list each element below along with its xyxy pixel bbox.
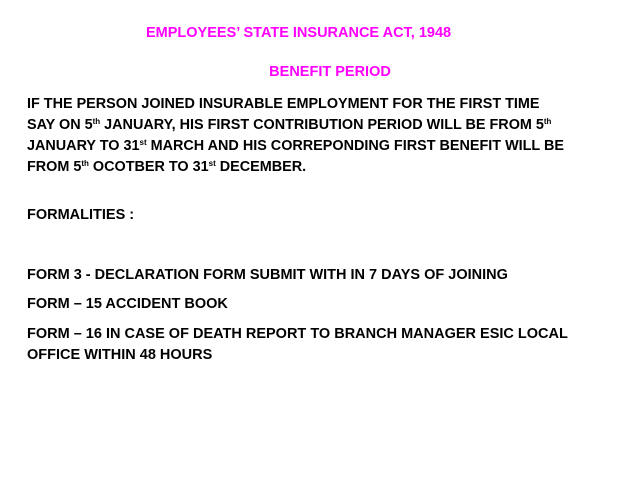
text-fragment: JANUARY, HIS FIRST CONTRIBUTION PERIOD WILL BE FROM 5 [100, 117, 544, 133]
formalities-heading: FORMALITIES : [27, 207, 135, 223]
text-fragment: OCOTBER TO 31 [88, 159, 209, 175]
paragraph-line-2 [27, 115, 633, 136]
form-16-line-2: OFFICE WITHIN 48 HOURS [27, 347, 213, 363]
paragraph-line-4 [27, 157, 633, 178]
text-fragment: SAY ON 5 [27, 117, 93, 133]
text-fragment: MARCH AND HIS CORREPONDING FIRST BENEFIT WILL BE [146, 138, 564, 154]
paragraph-line-3 [27, 136, 633, 157]
form-3-item: FORM 3 - DECLARATION FORM SUBMIT WITH IN 7 DAYS OF JOINING [27, 267, 508, 283]
ordinal-suffix: st [208, 159, 216, 168]
benefit-period-paragraph [27, 94, 633, 178]
ordinal-suffix: th [92, 117, 101, 126]
ordinal-suffix: th [543, 117, 552, 126]
text-fragment: JANUARY TO 31 [27, 138, 140, 154]
form-15-item: FORM – 15 ACCIDENT BOOK [27, 296, 228, 312]
slide-title: EMPLOYEES’ STATE INSURANCE ACT, 1948 [146, 25, 452, 41]
text-fragment: FROM 5 [27, 159, 82, 175]
slide-subtitle: BENEFIT PERIOD [269, 64, 391, 80]
text-fragment: DECEMBER. [215, 159, 307, 175]
paragraph-line-1: IF THE PERSON JOINED INSURABLE EMPLOYMENT FOR THE FIRST TIME [27, 96, 540, 112]
ordinal-suffix: th [81, 159, 89, 168]
ordinal-suffix: st [139, 138, 147, 147]
form-16-item [27, 324, 568, 366]
form-16-line-1: FORM – 16 IN CASE OF DEATH REPORT TO BRANCH MANAGER ESIC LOCAL [27, 326, 568, 342]
